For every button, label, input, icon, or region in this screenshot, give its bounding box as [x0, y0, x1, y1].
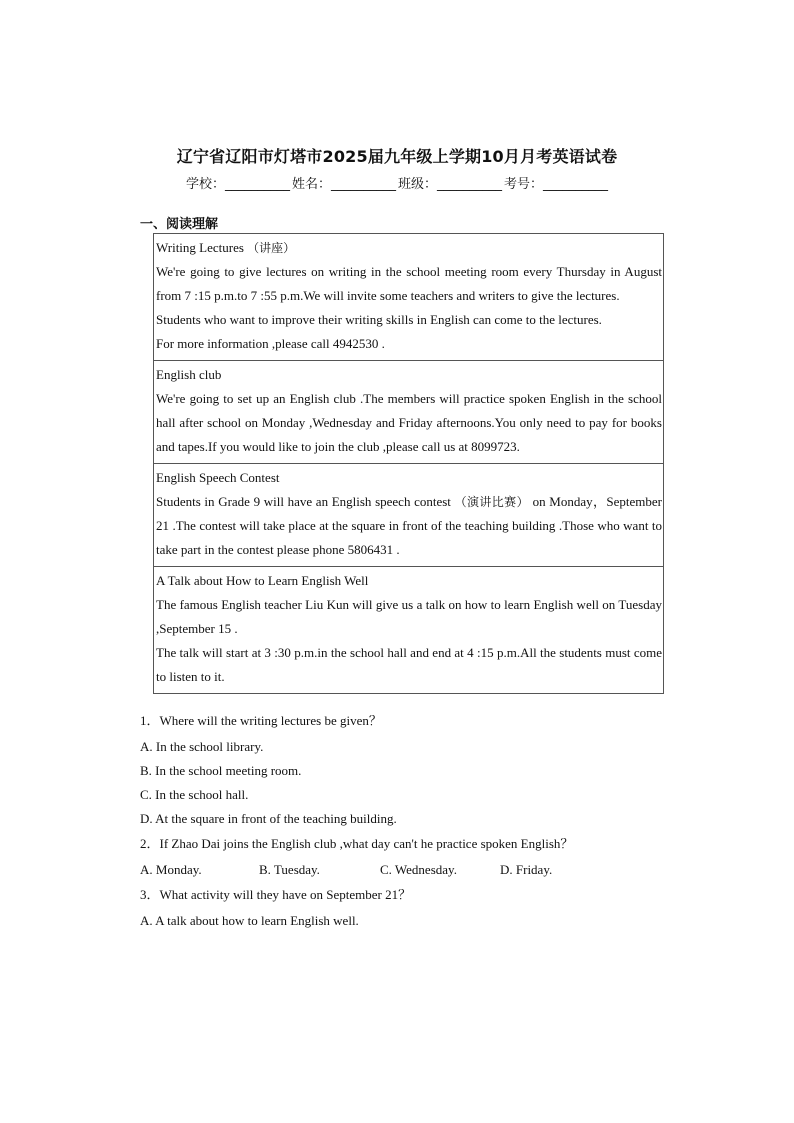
passage-term-cn: （演讲比赛） [454, 495, 529, 509]
answer-option: B. In the school meeting room. [140, 763, 302, 778]
section-heading: 一、阅读理解 [140, 217, 219, 232]
answer-option: D. Friday. [500, 862, 553, 877]
answer-option: C. Wednesday. [380, 862, 457, 877]
answer-option: D. At the square in front of the teaching building. [140, 811, 397, 826]
name-field: 姓名：__________ [291, 177, 396, 192]
passage-speech-contest [154, 464, 664, 567]
passage-line: Students in Grade 9 will have an English speech contest （演讲比赛） on Monday，September 21 .The contest will take place at the square in front of the teaching building .Those who want to take part in the contest please phone 5806431 . [156, 494, 663, 557]
passage-title: English club [156, 367, 222, 382]
passages-table [153, 233, 664, 694]
passage-line: The talk will start at 3 :30 p.m.in the school hall and end at 4 :15 p.m.All the students must come to listen to it. [156, 645, 662, 684]
exam-title: 辽宁省辽阳市灯塔市2025届九年级上学期10月月考英语试卷 [176, 147, 618, 166]
passage-line: Students who want to improve their writing skills in English can come to the lectures. [156, 312, 602, 327]
passage-title: A Talk about How to Learn English Well [156, 573, 369, 588]
passage-line: The famous English teacher Liu Kun will give us a talk on how to learn English well on Tuesday ,September 15 . [156, 597, 662, 636]
school-field: 学校：__________ [185, 177, 290, 192]
question-stem: 2．If Zhao Dai joins the English club ,what day can't he practice spoken English？ [140, 836, 574, 851]
class-field: 班级：__________ [398, 177, 503, 192]
passage-english-talk [154, 567, 664, 694]
answer-option: A. Monday. [140, 862, 202, 877]
passage-line: We're going to give lectures on writing in the school meeting room every Thursday in August from 7 :15 p.m.to 7 :55 p.m.We will invite some teachers and writers to give the lectures. [156, 264, 662, 303]
passage-line: We're going to set up an English club .The members will practice spoken English in the school hall after school on Monday ,Wednesday and Friday afternoons.You only need to pay for books and tapes.If you would like to join the club ,please call us at 8099723. [156, 391, 662, 454]
answer-option: A. In the school library. [140, 739, 264, 754]
passage-title-cn: （讲座） [247, 241, 296, 255]
passage-title: English Speech Contest [156, 470, 280, 485]
passage-line: For more information ,please call 4942530 . [156, 336, 385, 351]
answer-option: A. A talk about how to learn English well. [140, 913, 359, 928]
passage-title: Writing Lectures （讲座） [156, 240, 296, 255]
answer-option: C. In the school hall. [140, 787, 249, 802]
answer-options-row [140, 860, 552, 880]
question-stem: 1．Where will the writing lectures be given？ [140, 713, 382, 728]
answer-option: B. Tuesday. [259, 862, 320, 877]
question-stem: 3．What activity will they have on September 21？ [140, 887, 412, 902]
exam-number-field: 考号：__________ [504, 177, 609, 192]
passage-english-club [154, 361, 664, 464]
passage-writing-lectures [154, 234, 664, 361]
student-info-line [0, 173, 794, 192]
